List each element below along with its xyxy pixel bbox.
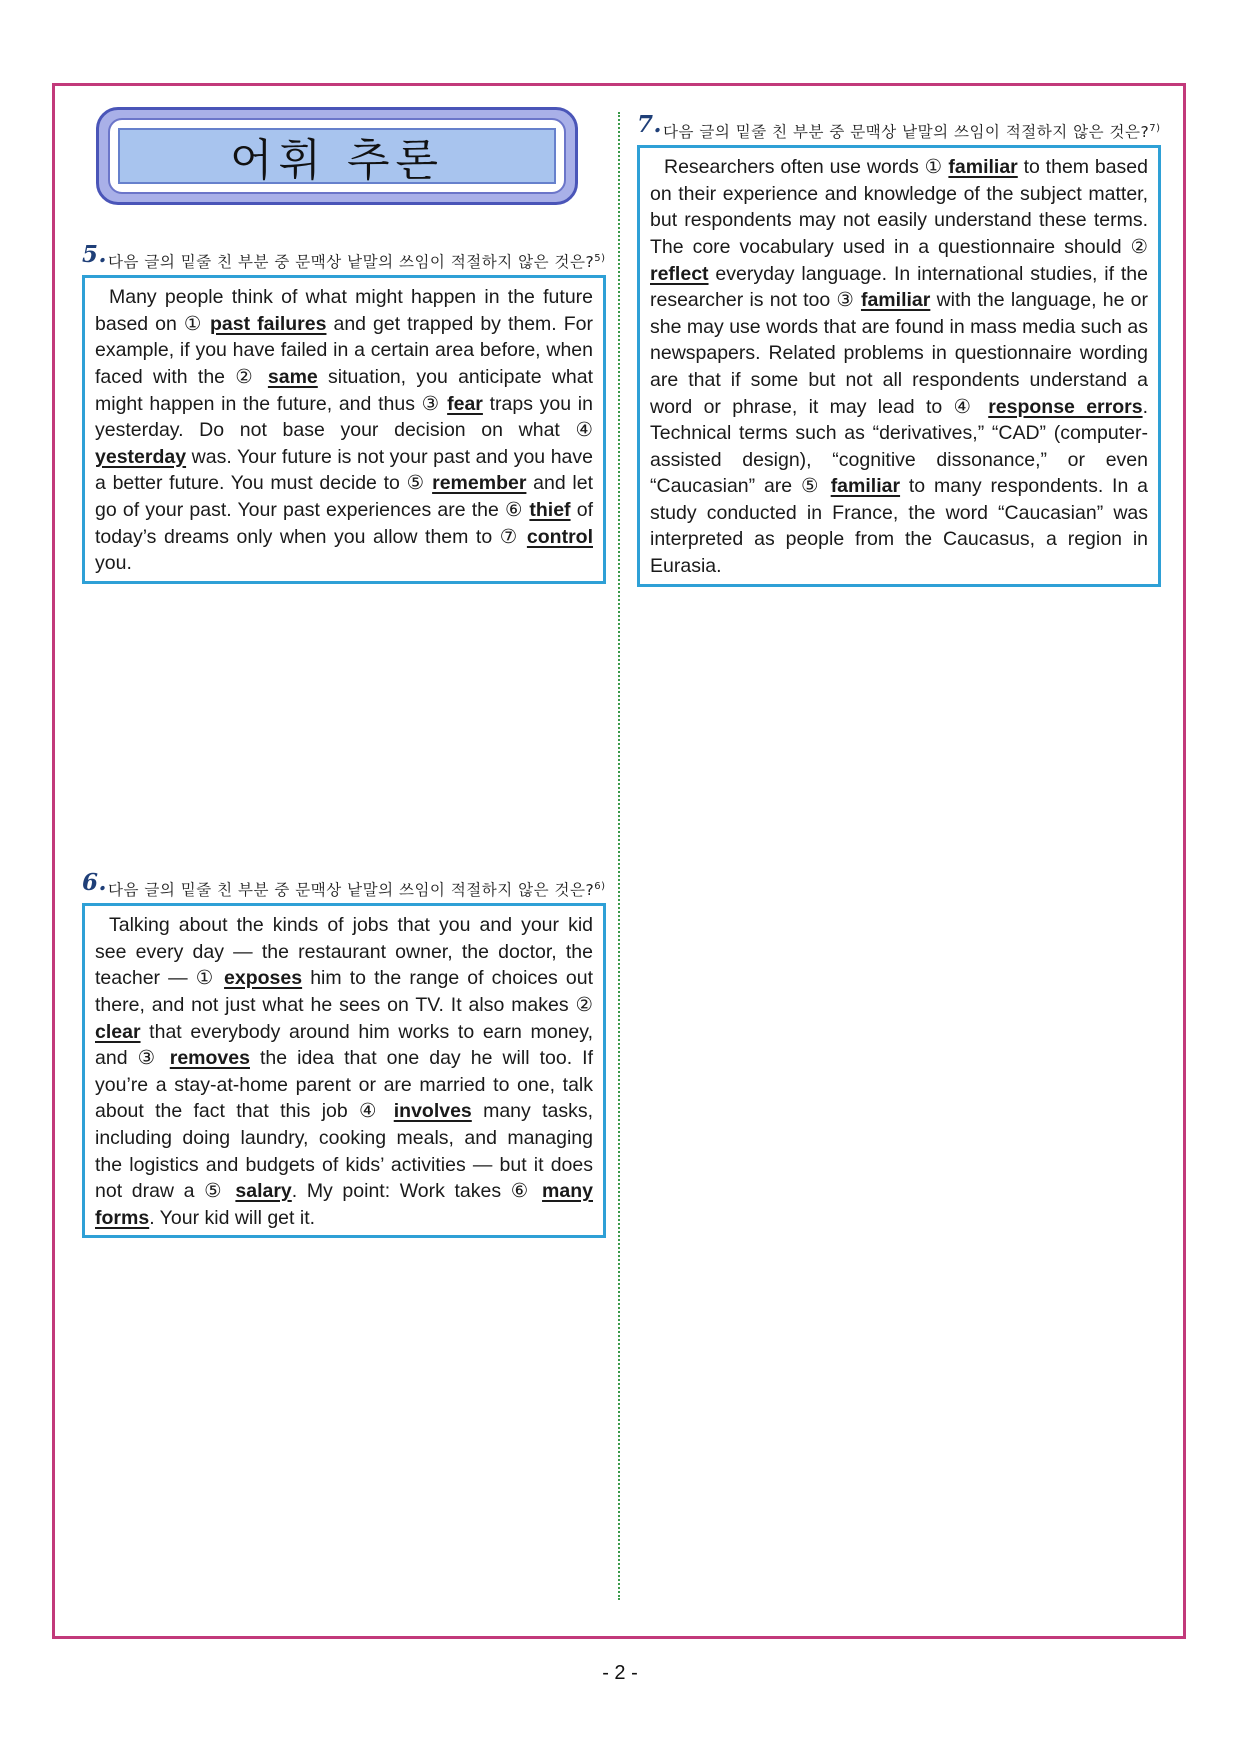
question-5 — [82, 241, 606, 584]
question-6 — [82, 869, 606, 1238]
underlined-word: control — [526, 525, 593, 548]
underlined-word: familiar — [830, 475, 901, 498]
passage-text: Many people think of what might happen in the future based on ① past failures and get trapped by them. For example, if you have failed in a certain area before, when faced with the ② same situation, you anticipate what might happen in the future, and thus ③ fear traps you in yesterday. Do not base your decision on what ④ yesterday was. Your future is not your past and you have a better future. You must decide to ⑤ remember and let go of your past. Your past experiences are the ⑥ thief of today’s dreams only when you allow them to ⑦ control you. — [95, 286, 594, 575]
underlined-word: clear — [95, 1020, 141, 1043]
underlined-word: past failures — [209, 312, 327, 335]
underlined-word: salary — [235, 1180, 292, 1203]
underlined-word: remember — [432, 472, 527, 495]
question-number: 5. — [82, 241, 108, 268]
underlined-word: many forms — [95, 1180, 593, 1229]
question-header — [82, 869, 606, 901]
question-7 — [637, 111, 1161, 587]
footnote-mark: 7) — [1149, 123, 1161, 134]
passage-box — [82, 903, 606, 1238]
footnote-mark: 6) — [594, 881, 606, 892]
section-title: 어휘 추론 — [229, 135, 444, 186]
underlined-word: yesterday — [95, 445, 187, 468]
underlined-word: familiar — [948, 156, 1018, 179]
question-header — [637, 111, 1161, 143]
underlined-word: removes — [169, 1047, 250, 1070]
question-prompt: 다음 글의 밑줄 친 부분 중 문맥상 낱말의 쓰임이 적절하지 않은 것은? — [108, 881, 595, 900]
underlined-word: thief — [529, 498, 571, 521]
underlined-word: response errors — [988, 395, 1143, 418]
underlined-word: reflect — [650, 262, 709, 285]
question-number: 7. — [637, 111, 663, 138]
passage-box — [82, 275, 606, 584]
question-prompt: 다음 글의 밑줄 친 부분 중 문맥상 낱말의 쓰임이 적절하지 않은 것은? — [108, 253, 595, 272]
underlined-word: familiar — [860, 289, 931, 312]
underlined-word: fear — [447, 392, 483, 415]
passage-text: Talking about the kinds of jobs that you and your kid see every day — the restaurant owner, the doctor, the teacher — ① exposes him to the range of choices out there, and not just what he sees on TV. It also makes ② clear that everybody around him works to earn money, and ③ removes the idea that one day he will too. If you’re a stay-at-home parent or are married to one, talk about the fact that this job ④ involves many tasks, including doing laundry, cooking meals, and managing the logistics and budgets of kids’ activities — but it does not draw a ⑤ salary. My point: Work takes ⑥ many forms. Your kid will get it. — [95, 914, 594, 1229]
question-header — [82, 241, 606, 273]
question-number: 6. — [82, 869, 108, 896]
page-number: - 2 - — [602, 1662, 638, 1684]
title-banner — [96, 107, 578, 205]
footnote-mark: 5) — [594, 253, 606, 264]
passage-box — [637, 145, 1161, 587]
column-divider — [618, 112, 620, 1600]
passage-text: Researchers often use words ① familiar to them based on their experience and knowledge of the subject matter, but respondents may not easily understand these terms. The core vocabulary used in a questionnaire should ② reflect everyday language. In international studies, if the researcher is not too ③ familiar with the language, he or she may use words that are found in mass media such as newspapers. Related problems in questionnaire wording are that if some but not all respondents understand a word or phrase, it may lead to ④ response errors. Technical terms such as “derivatives,” “CAD” (computer-assisted design), “cognitive dissonance,” or even “Caucasian” are ⑤ familiar to many respondents. In a study conducted in France, the word “Caucasian” was interpreted as people from the Caucasus, a region in Eurasia. — [650, 156, 1149, 578]
underlined-word: exposes — [224, 967, 303, 990]
underlined-word: involves — [393, 1100, 472, 1123]
question-prompt: 다음 글의 밑줄 친 부분 중 문맥상 낱말의 쓰임이 적절하지 않은 것은? — [663, 123, 1150, 142]
underlined-word: same — [267, 365, 318, 388]
